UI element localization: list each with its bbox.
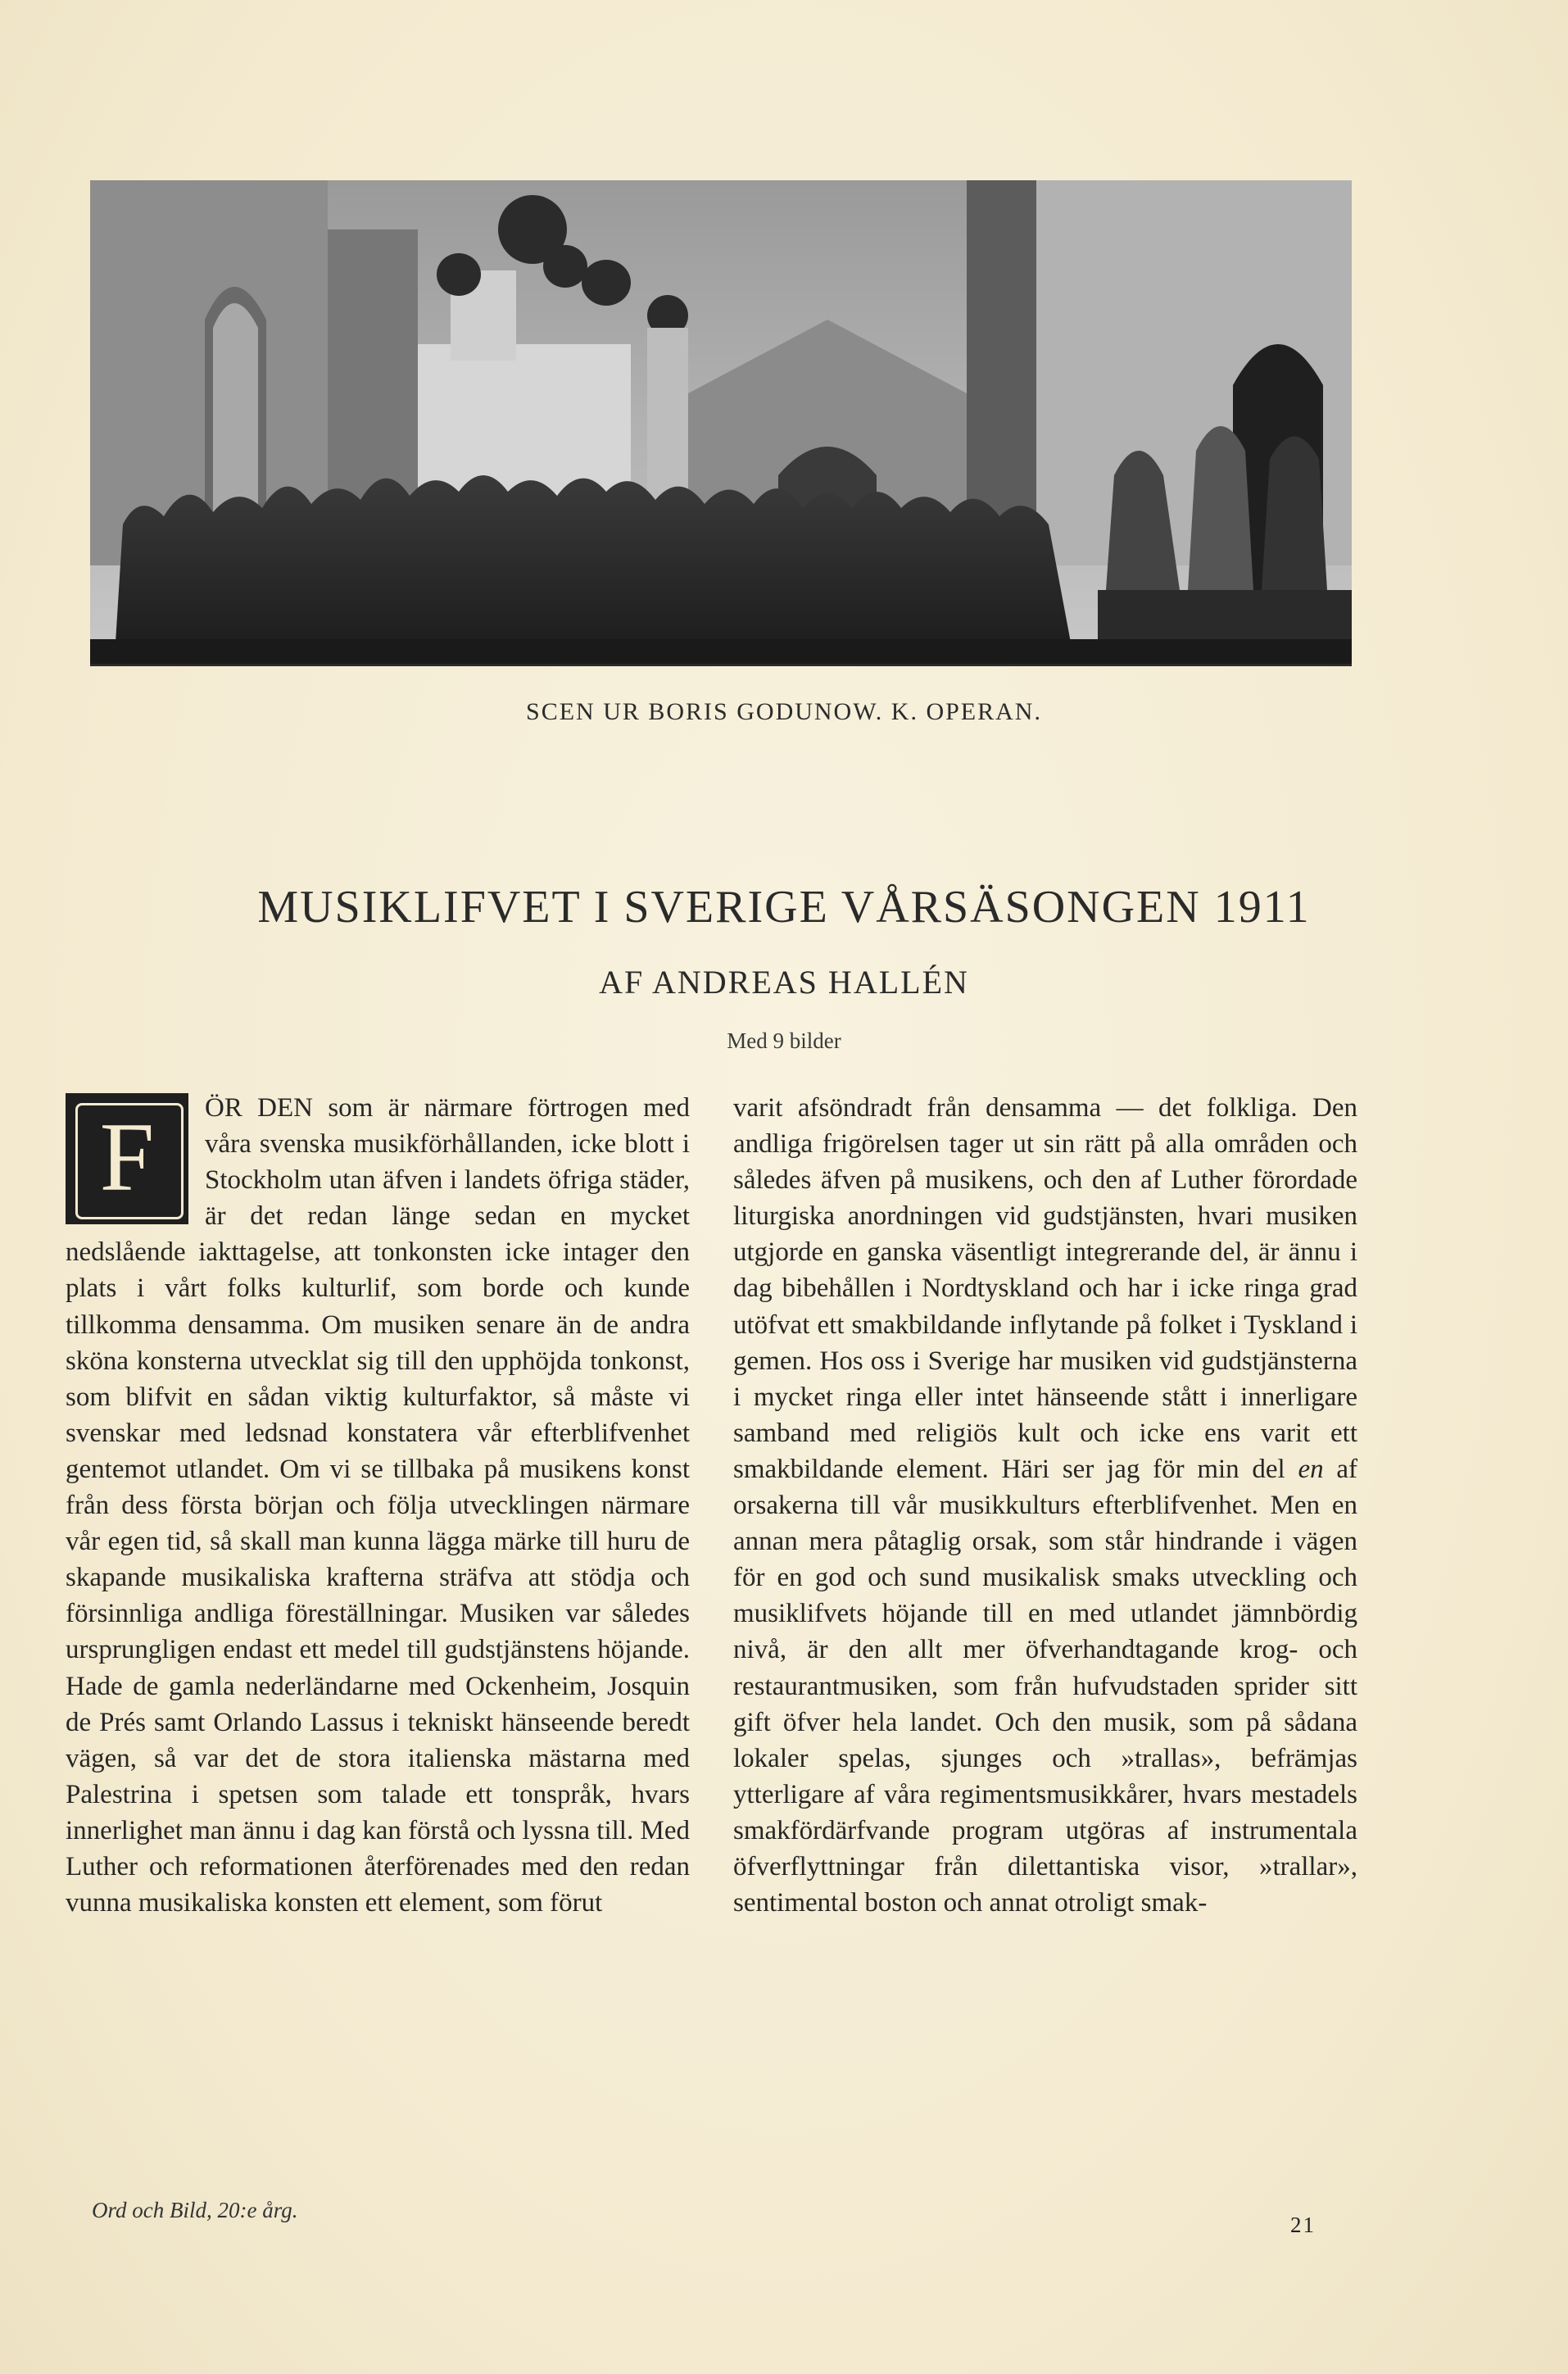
- article-subtitle: Med 9 bilder: [727, 1028, 841, 1053]
- page-number: 21: [1290, 2213, 1316, 2237]
- right-text-part-b: af orsakerna till vår musikkulturs efterblifvenhet. Men en annan mera påtaglig orsak, som står hindrande i vägen för en god och sund musikalisk smaks utveckling och musiklifvets höjande till en med utlandet jämnbördig nivå, är den allt mer öfverhandtagande krog- och restaurantmusiken, som från hufvudstaden sprider sitt gift öfver hela landet. Och den musik, som på sådana lokaler spelas, sjunges och »trallas», befrämjas ytterligare af våra regimentsmusikkårer, hvars mestadels smakfördärfvande program utgöras af instrumentala öfverflyttningar från dilettantiska visor, »trallar», sentimental boston och annat otroligt smak-: [733, 1454, 1358, 1918]
- right-text-emphasis: en: [1298, 1454, 1324, 1484]
- right-column: [733, 1090, 1357, 1921]
- left-column: [66, 1090, 690, 1921]
- right-column-text: [733, 1090, 1357, 1921]
- left-column-text: ÖR DEN som är närmare förtrogen med våra svenska musikförhållanden, icke blott i Stockholm utan äfven i landets öfriga städer, är det redan länge sedan en mycket nedslående iakttagelse, att tonkonsten icke intager den plats i vårt folks kulturlif, som borde och kunde tillkomma densamma. Om musiken senare än de andra sköna konsterna utvecklat sig till den upphöjda tonkonst, som blifvit en sådan viktig kulturfaktor, så måste vi svenskar med ledsnad konstatera vår efterblifvenhet gentemot utlandet. Om vi se tillbaka på musikens konst från dess första början och följa utvecklingen närmare vår egen tid, så skall man kunna lägga märke till huru de skapande musikaliska krafterna sträfva att stödja och försinnliga andliga föreställningar. Musiken var således ursprungligen endast ett medel till gudstjänstens höjande. Hade de gamla nederländarne med Ockenheim, Josquin de Prés samt Orlando Lassus i tekniskt hänseende beredt vägen, så var det de stora italienska mästarna med Palestrina i spetsen som talade ett tonspråk, hvars innerlighet man ännu i dag kan förstå och lyssna till. Med Luther och reformationen återförenades med den redan vunna musikaliska konsten ett element, som förut: [66, 1093, 690, 1918]
- article-title: MUSIKLIFVET I SVERIGE VÅRSÄSONGEN 1911: [257, 882, 1311, 933]
- opera-stage-photo-icon: [90, 180, 1352, 664]
- dropcap-letter: F: [99, 1102, 155, 1211]
- article-author: AF ANDREAS HALLÉN: [599, 964, 969, 1001]
- stage-photo: [90, 180, 1352, 666]
- publication-footer: Ord och Bild, 20:e årg.: [92, 2198, 298, 2222]
- photo-caption: SCEN UR BORIS GODUNOW. K. OPERAN.: [526, 698, 1042, 725]
- right-text-part-a: varit afsöndradt från densamma — det folkliga. Den andliga frigörelsen tager ut sin rätt på alla områden och således äfven på musikens, och den af Luther förordade liturgiska anordningen vid gudstjänsten, hvari musiken utgjorde en ganska väsentligt integrerande del, är ännu i dag bibehållen i Nordtyskland och har i icke ringa grad utöfvat ett smakbildande inflytande på folket i Tyskland i gemen. Hos oss i Sverige har musiken vid gudstjänsterna i mycket ringa eller intet hänseende stått i innerligare samband med religiös kult och icke ens varit ett smakbildande element. Häri ser jag för min del: [733, 1093, 1357, 1484]
- dropcap-ornament: [66, 1093, 188, 1224]
